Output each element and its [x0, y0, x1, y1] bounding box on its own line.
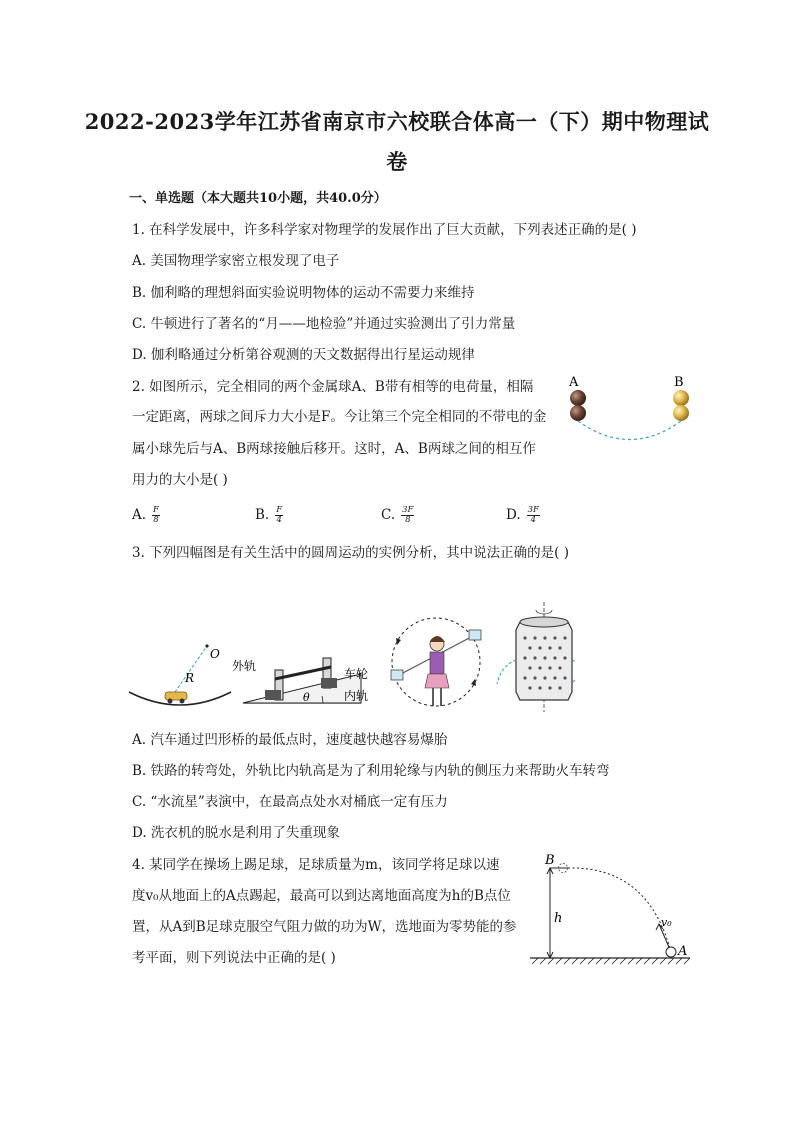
outer-rail-block — [265, 690, 281, 700]
performer-body — [430, 652, 444, 674]
ball-at-a — [666, 947, 676, 957]
q1-option-a: A. 美国物理学家密立根发现了电子 — [132, 253, 340, 269]
washing-machine-drum-figure — [497, 602, 575, 712]
q2-option-b: B. $\frac{F}{4}$ — [255, 505, 283, 525]
q2-label-b: B — [674, 375, 684, 390]
q2-option-d: D. $\frac{3F}{4}$ — [506, 505, 539, 525]
q1-option-c: C. 牛顿进行了著名的“月——地检验”并通过实验测出了引力常量 — [132, 316, 516, 332]
trajectory-path — [568, 868, 671, 952]
q4-label-b: B — [545, 853, 555, 868]
label-o: O — [210, 647, 220, 661]
label-theta: θ — [303, 691, 310, 704]
q2-figure-charged-spheres — [560, 370, 700, 450]
label-outer-rail: 外轨 — [232, 659, 257, 673]
q4-line-2: 度v₀从地面上的A点踢起，最高可以到达离地面高度为h的B点位 — [132, 888, 511, 904]
page-title-line1: 2022-2023学年江苏省南京市六校联合体高一（下）期中物理试 — [84, 109, 710, 134]
inner-rail-block — [321, 678, 337, 688]
q2-label-a: A — [569, 375, 579, 390]
sphere-b-top — [673, 390, 689, 406]
car-icon — [165, 692, 187, 700]
water-meteor-figure — [391, 618, 481, 706]
q2-line-2: 一定距离，两球之间斥力大小是F。今让第三个完全相同的不带电的金 — [132, 409, 547, 425]
page-title-line2: 卷 — [386, 149, 408, 174]
q4-figure-football-trajectory — [528, 848, 693, 968]
bucket-bottom-icon — [391, 670, 403, 680]
railway-turn-figure — [232, 658, 368, 704]
q3-stem: 3. 下列四幅图是有关生活中的圆周运动的实例分析，其中说法正确的是( ) — [132, 545, 569, 561]
q3-option-a: A. 汽车通过凹形桥的最低点时，速度越快越容易爆胎 — [132, 732, 448, 748]
sphere-a-top — [570, 390, 586, 406]
q2-option-c: C. $\frac{3F}{8}$ — [381, 505, 414, 525]
q4-label-a: A — [678, 944, 688, 959]
section-header: 一、单选题（本大题共10小题，共40.0分） — [129, 191, 387, 206]
q4-line-1: 4. 某同学在操场上踢足球，足球质量为m，该同学将足球以速 — [132, 857, 500, 873]
q3-option-d: D. 洗衣机的脱水是利用了失重现象 — [132, 825, 340, 841]
q2-line-4: 用力的大小是( ) — [132, 472, 228, 488]
dashed-path — [578, 421, 681, 440]
q2-line-3: 属小球先后与A、B两球接触后移开。这时，A、B两球之间的相互作 — [132, 441, 536, 457]
q4-label-h: h — [554, 911, 563, 926]
q3-figures — [125, 600, 575, 715]
q2-option-a: A. $\frac{F}{8}$ — [132, 505, 159, 525]
q3-option-b: B. 铁路的转弯处，外轨比内轨高是为了利用轮缘与内轨的侧压力来帮助火车转弯 — [132, 763, 610, 779]
label-r: R — [185, 671, 195, 685]
bucket-top-icon — [469, 630, 481, 640]
q4-label-v0: v₀ — [661, 916, 672, 929]
label-inner-rail: 内轨 — [344, 689, 369, 703]
ground-hatching — [532, 958, 690, 964]
q2-line-1: 2. 如图所示，完全相同的两个金属球A、B带有相等的电荷量，相隔 — [132, 379, 534, 395]
concave-bridge-figure — [129, 644, 231, 705]
label-wheel: 车轮 — [344, 667, 369, 681]
q4-line-4: 考平面，则下列说法中正确的是( ) — [132, 950, 336, 966]
q1-stem: 1. 在科学发展中，许多科学家对物理学的发展作出了巨大贡献，下列表述正确的是( ) — [132, 222, 637, 238]
q1-option-b: B. 伽利略的理想斜面实验说明物体的运动不需要力来维持 — [132, 285, 475, 301]
q3-option-c: C. “水流星”表演中，在最高点处水对桶底一定有压力 — [132, 794, 448, 810]
q4-line-3: 置，从A到B足球克服空气阻力做的功为W，选地面为零势能的参 — [132, 919, 517, 935]
sphere-a-bottom — [570, 405, 586, 421]
sphere-b-bottom — [673, 405, 689, 421]
q1-option-d: D. 伽利略通过分析第谷观测的天文数据得出行星运动规律 — [132, 347, 475, 363]
